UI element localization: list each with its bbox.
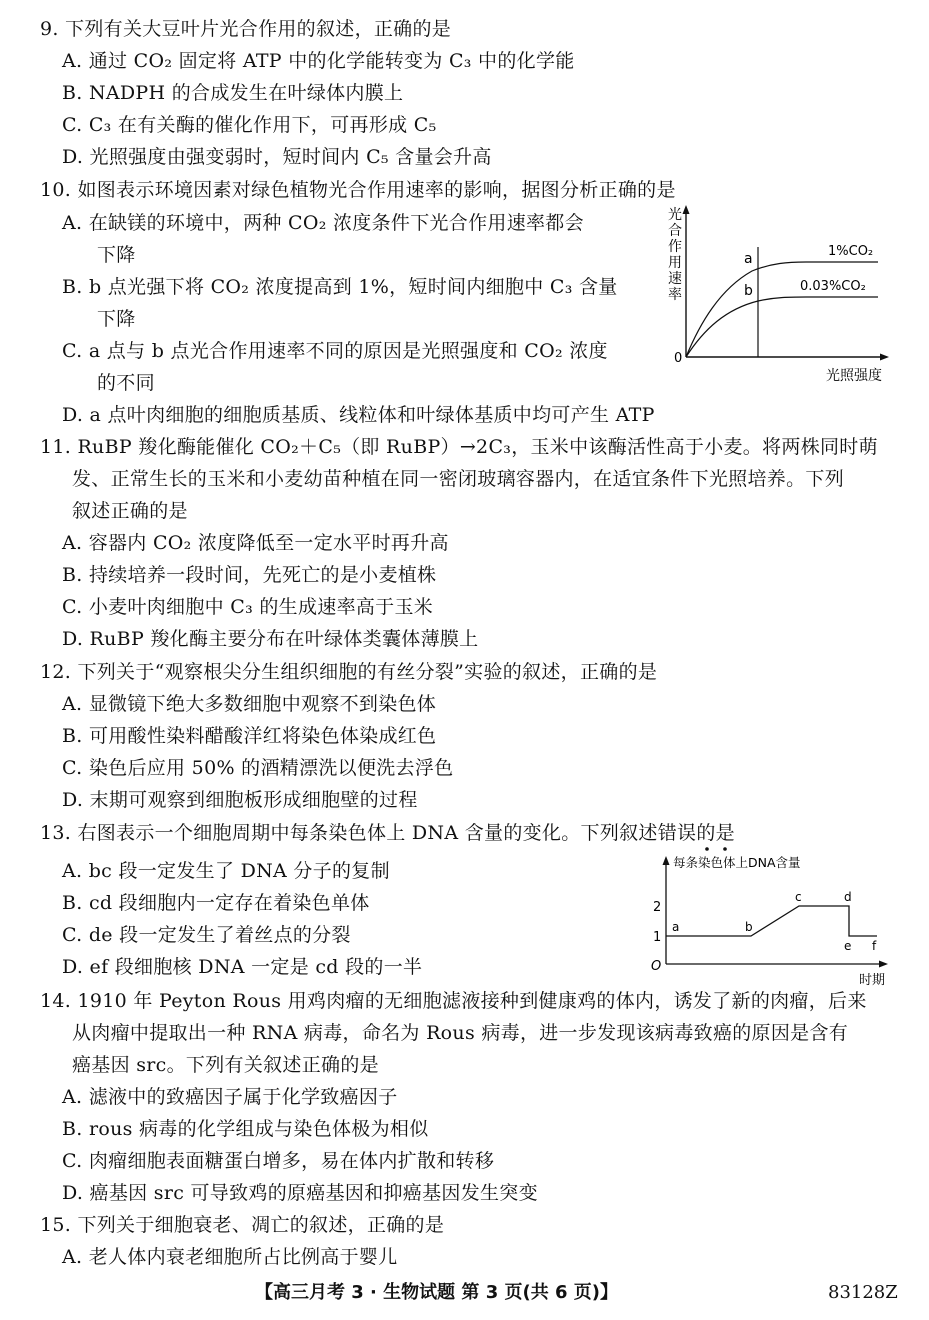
q10-stem: 10. 如图表示环境因素对绿色植物光合作用速率的影响，据图分析正确的是	[40, 179, 676, 201]
q10-point-b: b	[744, 283, 753, 299]
q10-option-d: D. a 点叶肉细胞的细胞质基质、线粒体和叶绿体基质中均可产生 ATP	[62, 404, 655, 426]
q9-option-d: D. 光照强度由强变弱时，短时间内 C₅ 含量会升高	[62, 146, 492, 168]
q10-option-b: B. b 点光强下将 CO₂ 浓度提高到 1%，短时间内细胞中 C₃ 含量	[62, 276, 618, 298]
q10-curve-1pct	[686, 262, 878, 357]
q13-point-f: f	[872, 939, 877, 953]
q14-stem-line3: 癌基因 src。下列有关叙述正确的是	[72, 1054, 379, 1076]
q13-ylabel: 每条染色体上DNA含量	[673, 855, 801, 870]
page-footer-code: 83128Z	[828, 1282, 898, 1303]
q10-figure	[660, 205, 900, 390]
q10-curve-label-003pct: 0.03%CO₂	[800, 279, 866, 294]
q9-stem: 9. 下列有关大豆叶片光合作用的叙述，正确的是	[40, 18, 452, 40]
q13-origin: O	[651, 959, 662, 974]
q10-curve-003pct	[686, 297, 878, 357]
q11-option-a: A. 容器内 CO₂ 浓度降低至一定水平时再升高	[62, 532, 449, 554]
q14-option-b: B. rous 病毒的化学组成与染色体极为相似	[62, 1118, 429, 1140]
q11-stem-line3: 叙述正确的是	[72, 500, 188, 522]
q10-option-c: C. a 点与 b 点光合作用速率不同的原因是光照强度和 CO₂ 浓度	[62, 340, 608, 362]
q11-option-c: C. 小麦叶肉细胞中 C₃ 的生成速率高于玉米	[62, 596, 434, 618]
q13-point-d: d	[844, 890, 852, 904]
q10-ylabel-char-3: 作	[668, 239, 682, 255]
q10-ylabel-char-1: 光	[668, 207, 682, 223]
q13-xlabel: 时期	[859, 973, 886, 988]
q9-option-a: A. 通过 CO₂ 固定将 ATP 中的化学能转变为 C₃ 中的化学能	[62, 50, 575, 72]
q13-point-b: b	[745, 920, 753, 934]
q12-stem: 12. 下列关于“观察根尖分生组织细胞的有丝分裂”实验的叙述，正确的是	[40, 661, 658, 683]
q12-option-a: A. 显微镜下绝大多数细胞中观察不到染色体	[62, 693, 437, 715]
q13-dna-line	[666, 906, 877, 936]
q14-option-d: D. 癌基因 src 可导致鸡的原癌基因和抑癌基因发生突变	[62, 1182, 538, 1204]
q14-option-c: C. 肉瘤细胞表面糖蛋白增多，易在体内扩散和转移	[62, 1150, 495, 1172]
q13-x-axis-arrow	[879, 961, 888, 968]
q14-option-a: A. 滤液中的致癌因子属于化学致癌因子	[62, 1086, 398, 1108]
q12-option-d: D. 末期可观察到细胞板形成细胞壁的过程	[62, 789, 418, 811]
q13-emphasis-dot-1	[705, 847, 709, 851]
q15-option-a: A. 老人体内衰老细胞所占比例高于婴儿	[62, 1246, 398, 1268]
q10-ylabel-char-4: 用	[668, 255, 682, 271]
page-footer-title: 【高三月考 3 · 生物试题 第 3 页(共 6 页)】	[255, 1282, 618, 1303]
q13-tick-2: 2	[653, 900, 662, 915]
q10-ylabel-char-2: 合	[668, 223, 682, 239]
q13-option-d: D. ef 段细胞核 DNA 一定是 cd 段的一半	[62, 956, 423, 978]
q9-option-c: C. C₃ 在有关酶的催化作用下，可再形成 C₅	[62, 114, 437, 136]
q10-point-a: a	[744, 251, 753, 267]
q13-option-a: A. bc 段一定发生了 DNA 分子的复制	[62, 860, 390, 882]
q10-option-b-cont: 下降	[97, 308, 136, 330]
q10-x-axis-arrow	[880, 354, 889, 361]
q13-option-c: C. de 段一定发生了着丝点的分裂	[62, 924, 351, 946]
q10-ylabel-char-5: 速	[668, 271, 682, 287]
q11-stem-line1: 11. RuBP 羧化酶能催化 CO₂＋C₅（即 RuBP）→2C₃，玉米中该酶活性高于小麦。将两株同时萌	[40, 436, 878, 458]
q13-stem: 13. 右图表示一个细胞周期中每条染色体上 DNA 含量的变化。下列叙述错误的是	[40, 822, 735, 844]
q9-option-b: B. NADPH 的合成发生在叶绿体内膜上	[62, 82, 404, 104]
q15-stem: 15. 下列关于细胞衰老、凋亡的叙述，正确的是	[40, 1214, 445, 1236]
q13-point-c: c	[795, 890, 802, 904]
q13-emphasis-dot-2	[723, 847, 727, 851]
q10-option-a-cont: 下降	[97, 244, 136, 266]
q10-ylabel-char-6: 率	[668, 287, 682, 303]
q10-y-axis-arrow	[683, 205, 690, 214]
q11-stem-line2: 发、正常生长的玉米和小麦幼苗种植在同一密闭玻璃容器内，在适宜条件下光照培养。下列	[72, 468, 845, 490]
q14-stem-line1: 14. 1910 年 Peyton Rous 用鸡肉瘤的无细胞滤液接种到健康鸡的体内，诱发了新的肉瘤，后来	[40, 990, 867, 1012]
q10-xlabel: 光照强度	[826, 368, 882, 384]
q10-option-c-cont: 的不同	[97, 372, 155, 394]
q11-option-d: D. RuBP 羧化酶主要分布在叶绿体类囊体薄膜上	[62, 628, 479, 650]
q13-tick-1: 1	[653, 930, 662, 945]
q13-figure	[645, 844, 895, 988]
q12-option-c: C. 染色后应用 50% 的酒精漂洗以便洗去浮色	[62, 757, 454, 779]
q10-origin: 0	[674, 351, 683, 366]
q13-point-e: e	[844, 939, 852, 953]
q10-option-a: A. 在缺镁的环境中，两种 CO₂ 浓度条件下光合作用速率都会	[62, 212, 584, 234]
q14-stem-line2: 从肉瘤中提取出一种 RNA 病毒，命名为 Rous 病毒，进一步发现该病毒致癌的原因是含有	[72, 1022, 849, 1044]
q13-y-axis-arrow	[663, 856, 670, 865]
q13-option-b: B. cd 段细胞内一定存在着染色单体	[62, 892, 370, 914]
q13-point-a: a	[672, 920, 680, 934]
q11-option-b: B. 持续培养一段时间，先死亡的是小麦植株	[62, 564, 437, 586]
q10-curve-label-1pct: 1%CO₂	[828, 244, 874, 259]
q12-option-b: B. 可用酸性染料醋酸洋红将染色体染成红色	[62, 725, 437, 747]
